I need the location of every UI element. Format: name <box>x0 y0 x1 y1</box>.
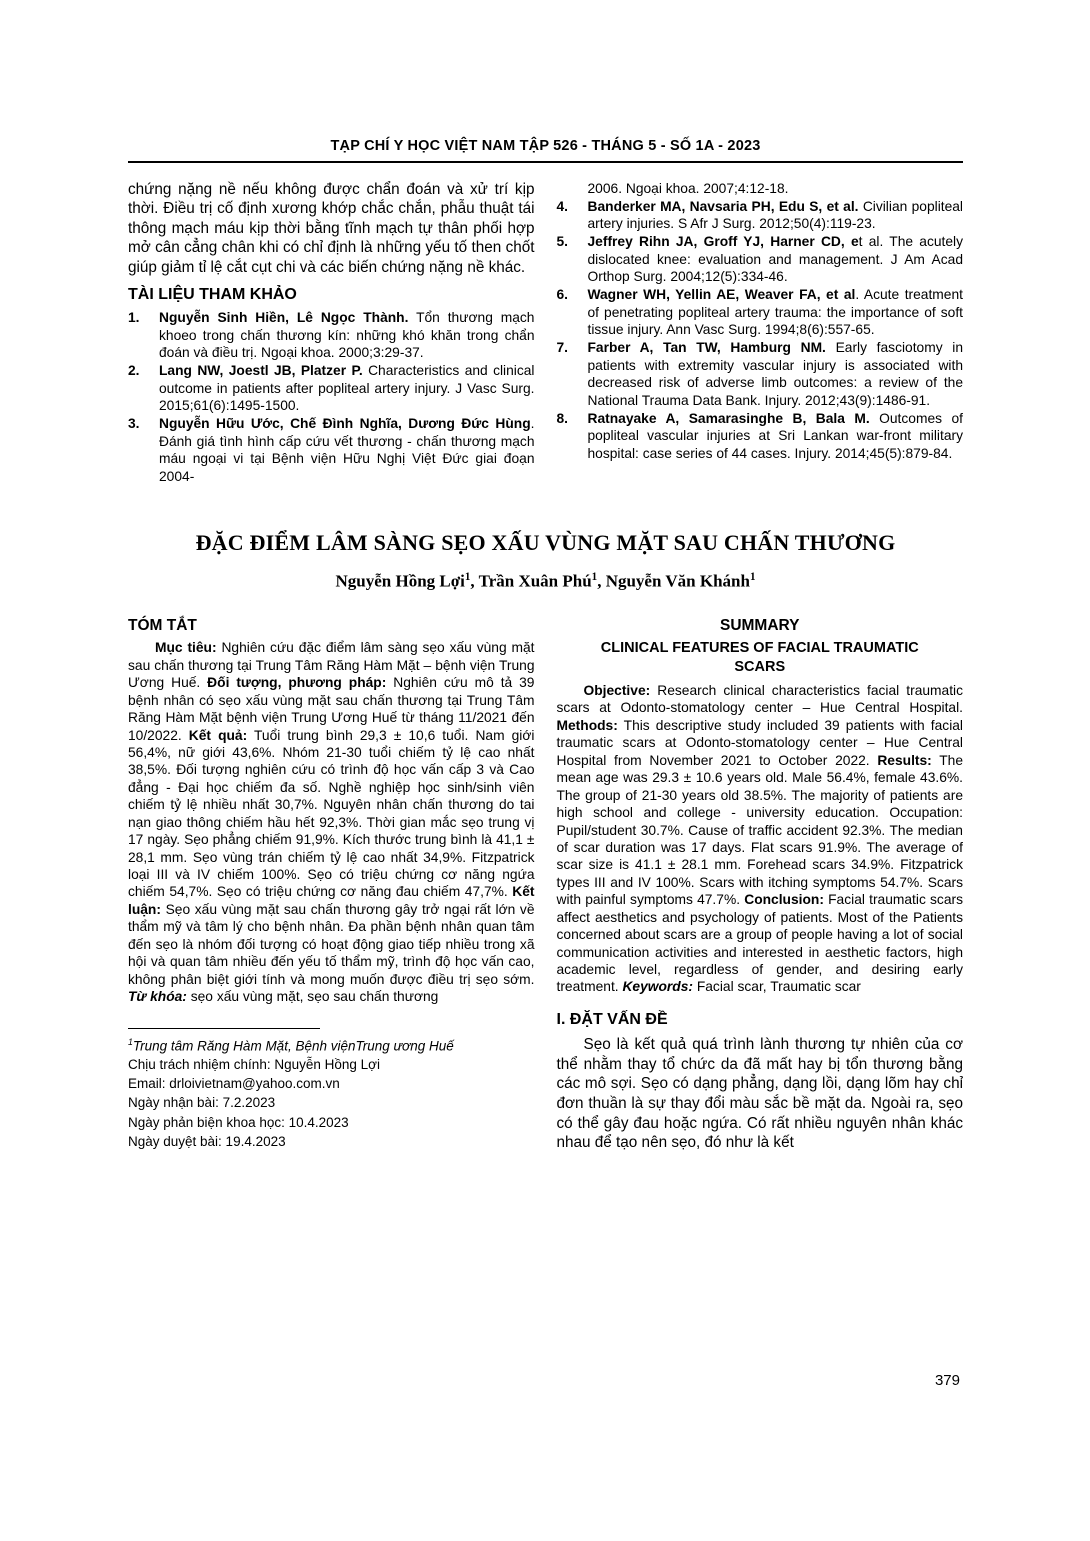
reference-text: Ratnayake A, Samarasinghe B, Bala M. Outcomes of popliteal vascular injuries at Sri Lankan war-front military hospital: case series of 44 cases. Injury. 2014;45(5):879-84. <box>587 410 963 461</box>
journal-header-title: TẠP CHÍ Y HỌC VIỆT NAM TẬP 526 - THÁNG 5 - SỐ 1A - 2023 <box>330 138 761 154</box>
reference-text: Jeffrey Rihn JA, Groff YJ, Harner CD, et al. The acutely dislocated knee: evaluation and management. J Am Acad Orthop Surg. 2004;12(5):334-46. <box>587 233 963 285</box>
article-authors: Nguyễn Hồng Lợi$^1$, Trần Xuân Phú$^1$, Nguyễn Văn Khánh$^1$ <box>335 570 756 591</box>
reference-item <box>557 410 964 463</box>
reference-item <box>557 233 964 286</box>
footnote-line: Chịu trách nhiệm chính: Nguyễn Hồng Lợi <box>128 1057 380 1073</box>
reference-number: 1. <box>128 310 140 326</box>
reference-number: 3. <box>128 416 140 432</box>
summary-subtitle: CLINICAL FEATURES OF FACIAL TRAUMATIC SCARS <box>600 640 919 676</box>
reference-item <box>128 309 535 362</box>
article-title-block <box>128 530 963 592</box>
footnote <box>128 1028 535 1151</box>
top-left-column <box>128 180 535 486</box>
references-section <box>128 180 963 486</box>
top-right-column <box>557 180 964 486</box>
main-left-column <box>128 617 535 1153</box>
article-title: ĐẶC ĐIỂM LÂM SÀNG SẸO XẤU VÙNG MẶT SAU CHẤN THƯƠNG <box>195 529 896 555</box>
reference-number: 5. <box>556 233 569 249</box>
reference-number: 6. <box>556 286 569 302</box>
reference-text: Lang NW, Joestl JB, Platzer P. Characteristics and clinical outcome in patients after popliteal artery injury. J Vasc Surg. 2015;61(6):1495-1500. <box>159 363 535 414</box>
reference-item <box>128 415 535 486</box>
footnote-lines <box>128 1055 535 1151</box>
reference-text: Nguyễn Sinh Hiền, Lê Ngọc Thành. Tổn thương mạch khoeo trong chấn thương kín: những khó khăn trong chẩn đoán và điều trị. Ngoại khoa. 2000;3:29-37. <box>159 310 535 361</box>
reference-number: 2. <box>128 363 140 379</box>
reference-number: 8. <box>556 410 569 426</box>
introduction-heading: I. ĐẶT VẤN ĐỀ <box>556 1010 668 1028</box>
page-number: 379 <box>934 1372 960 1389</box>
page-content <box>128 138 963 1153</box>
journal-header <box>128 138 963 163</box>
footnote-line: Email: drloivietnam@yahoo.com.vn <box>128 1076 340 1092</box>
reference-list-left <box>128 309 535 486</box>
reference-item <box>128 362 535 415</box>
footnote-affiliation: $^1$Trung tâm Răng Hàm Mặt, Bệnh việnTrung ương Huế <box>128 1036 454 1054</box>
reference-item <box>557 286 964 339</box>
reference-text: Wagner WH, Yellin AE, Weaver FA, et al. Acute treatment of penetrating popliteal artery trauma: the importance of soft tissue injury. Ann Vasc Surg. 1994;8(6):557-65. <box>587 286 963 338</box>
footnote-divider <box>128 1028 320 1029</box>
introduction-paragraph: Sẹo là kết quả quá trình lành thương tự nhiên của cơ thể nhằm thay tổ chức da đã mất hay bị tổn thương bằng các mô sợi. Sẹo có dạng phẳng, dạng lồi, dạng lõm hay chỉ đơn thuần là sự thay đổi màu sắc bề mặt da. Ngoài ra, sẹo có thể gây đau hoặc ngứa. Có rất nhiều nguyên nhân khác nhau để tạo nên sẹo, đó như là kết <box>556 1035 963 1152</box>
summary-heading: SUMMARY <box>719 617 800 635</box>
references-heading: TÀI LIỆU THAM KHẢO <box>128 286 297 304</box>
main-right-column <box>557 617 964 1153</box>
abstract-heading: TÓM TẮT <box>128 617 197 635</box>
reference-text: Nguyễn Hữu Ước, Chế Đình Nghĩa, Dương Đức Hùng. Đánh giá tình hình cấp cứu vết thương - chấn thương mạch máu ngoại vi tại Bệnh viện Hữu Nghị Việt Đức giai đoạn 2004- <box>159 416 535 485</box>
footnote-line: Ngày duyệt bài: 19.4.2023 <box>128 1133 286 1149</box>
abstract-paragraph: Mục tiêu: Nghiên cứu đặc điểm lâm sàng sẹo xấu vùng mặt sau chấn thương tại Trung Tâm Răng Hàm Mặt – bệnh viện Trung Ương Huế. Đối tượng, phương pháp: Nghiên cứu mô tả 39 bệnh nhân có sẹo xấu vùng mặt sau chấn thương tại Trung Tâm Răng Hàm Mặt bệnh viện Trung Ương Huế từ tháng 11/2021 đến 10/2022. Kết quả: Tuổi trung bình 29,3 ± 10,6 tuổi. Nam giới 56,4%, nữ giới 43,6%. Nhóm 21-30 tuổi chiếm tỷ lệ cao nhất 38,5%. Đối tượng nghiên cứu có trình độ học vấn cấp 3 và Cao đẳng - Đại học chiếm đa số. Nghề nghiệp học sinh/sinh viên chiếm tỷ lệ nhiều nhất 30,7%. Nguyên nhân chấn thương do tai nạn giao thông chiếm hầu hết 92,3%. Thời gian mắc sẹo trung vị 17 ngày. Sẹo phẳng chiếm 91,9%. Kích thước trung bình là 41,1 ± 28,1 mm. Sẹo vùng trán chiếm tỷ lệ cao nhất 34,9%. Fitzpatrick loại III và IV chiếm 100%. Sẹo có triệu chứng cơ năng ngứa chiếm 54,7%. Sẹo có triệu chứng cơ năng đau chiếm 47,7%. Kết luận: Sẹo xấu vùng mặt sau chấn thương gây trở ngại rất lớn về thẩm mỹ và tâm lý cho bệnh nhân. Đa phần bệnh nhân quan tâm đến sẹo là nhóm đối tượng có hoạt động giao tiếp nhiều trong xã hội và quan tâm nhiều đến yếu tố thẩm mỹ, trình độ học vấn cao, không phân biệt giới tính và mong muốn được điều trị sẹo sớm. Từ khóa: sẹo xấu vùng mặt, sẹo sau chấn thương <box>128 640 535 1005</box>
reference-item <box>557 198 964 233</box>
previous-article-closing-paragraph: chứng nặng nề nếu không được chẩn đoán và xử trí kịp thời. Điều trị cố định xương khớp chắc chắn, phẫu thuật tái thông mạch máu kịp thời bằng tĩnh mạch tự thân phối hợp mở cân cẳng chân khi có chỉ định là những yếu tố then chốt giúp giảm tỉ lệ cắt cụt chi và các biến chứng nặng nề khác. <box>128 181 535 276</box>
reference-list-right <box>557 198 964 463</box>
footnote-line: Ngày phản biện khoa học: 10.4.2023 <box>128 1114 349 1130</box>
reference-number: 7. <box>556 339 569 355</box>
article-body-section <box>128 617 963 1153</box>
reference-carryover: 2006. Ngoại khoa. 2007;4:12-18. <box>587 181 789 196</box>
reference-item <box>557 339 964 410</box>
reference-text: Farber A, Tan TW, Hamburg NM. Early fasciotomy in patients with extremity vascular injury is associated with decreased risk of adverse limb outcomes: a review of the National Trauma Data Bank. Injury. 2012;43(9):1486-91. <box>587 339 963 408</box>
summary-paragraph: Objective: Research clinical characteristics facial traumatic scars at Odonto-stomatology center – Hue Central Hospital. Methods: This descriptive study included 39 patients with facial traumatic scars at Odonto-stomatology center – Hue Central Hospital from November 2021 to October 2022. Results: The mean age was 29.3 ± 10.6 years old. Male 56.4%, female 43.6%. The group of 21-30 years old 38.5%. The majority of patients are high school and college - university education. Occupation: Pupil/student 30.7%. Cause of traffic accident 92.3%. The median of scar duration was 17 days. Flat scars 91.9%. The average of scar size is 41.1 ± 28.1 mm. Forehead scars 34.9%. Fitzpatrick types III and IV 100%. Scars with itching symptoms 54.7%. Scars with painful symptoms 47.7%. Conclusion: Facial traumatic scars affect aesthetics and psychology of patients. Most of the Patients concerned about scars are a group of people having a lot of social communication activities and interested in aesthetic factors, high academic level, regardless of gender, and desiring early treatment. Keywords: Facial scar, Traumatic scar <box>556 683 963 995</box>
footnote-line: Ngày nhận bài: 7.2.2023 <box>128 1095 276 1111</box>
reference-number: 4. <box>556 198 569 214</box>
reference-text: Banderker MA, Navsaria PH, Edu S, et al. Civilian popliteal artery injuries. S Afr J Surg. 2012;50(4):119-23. <box>587 198 963 232</box>
